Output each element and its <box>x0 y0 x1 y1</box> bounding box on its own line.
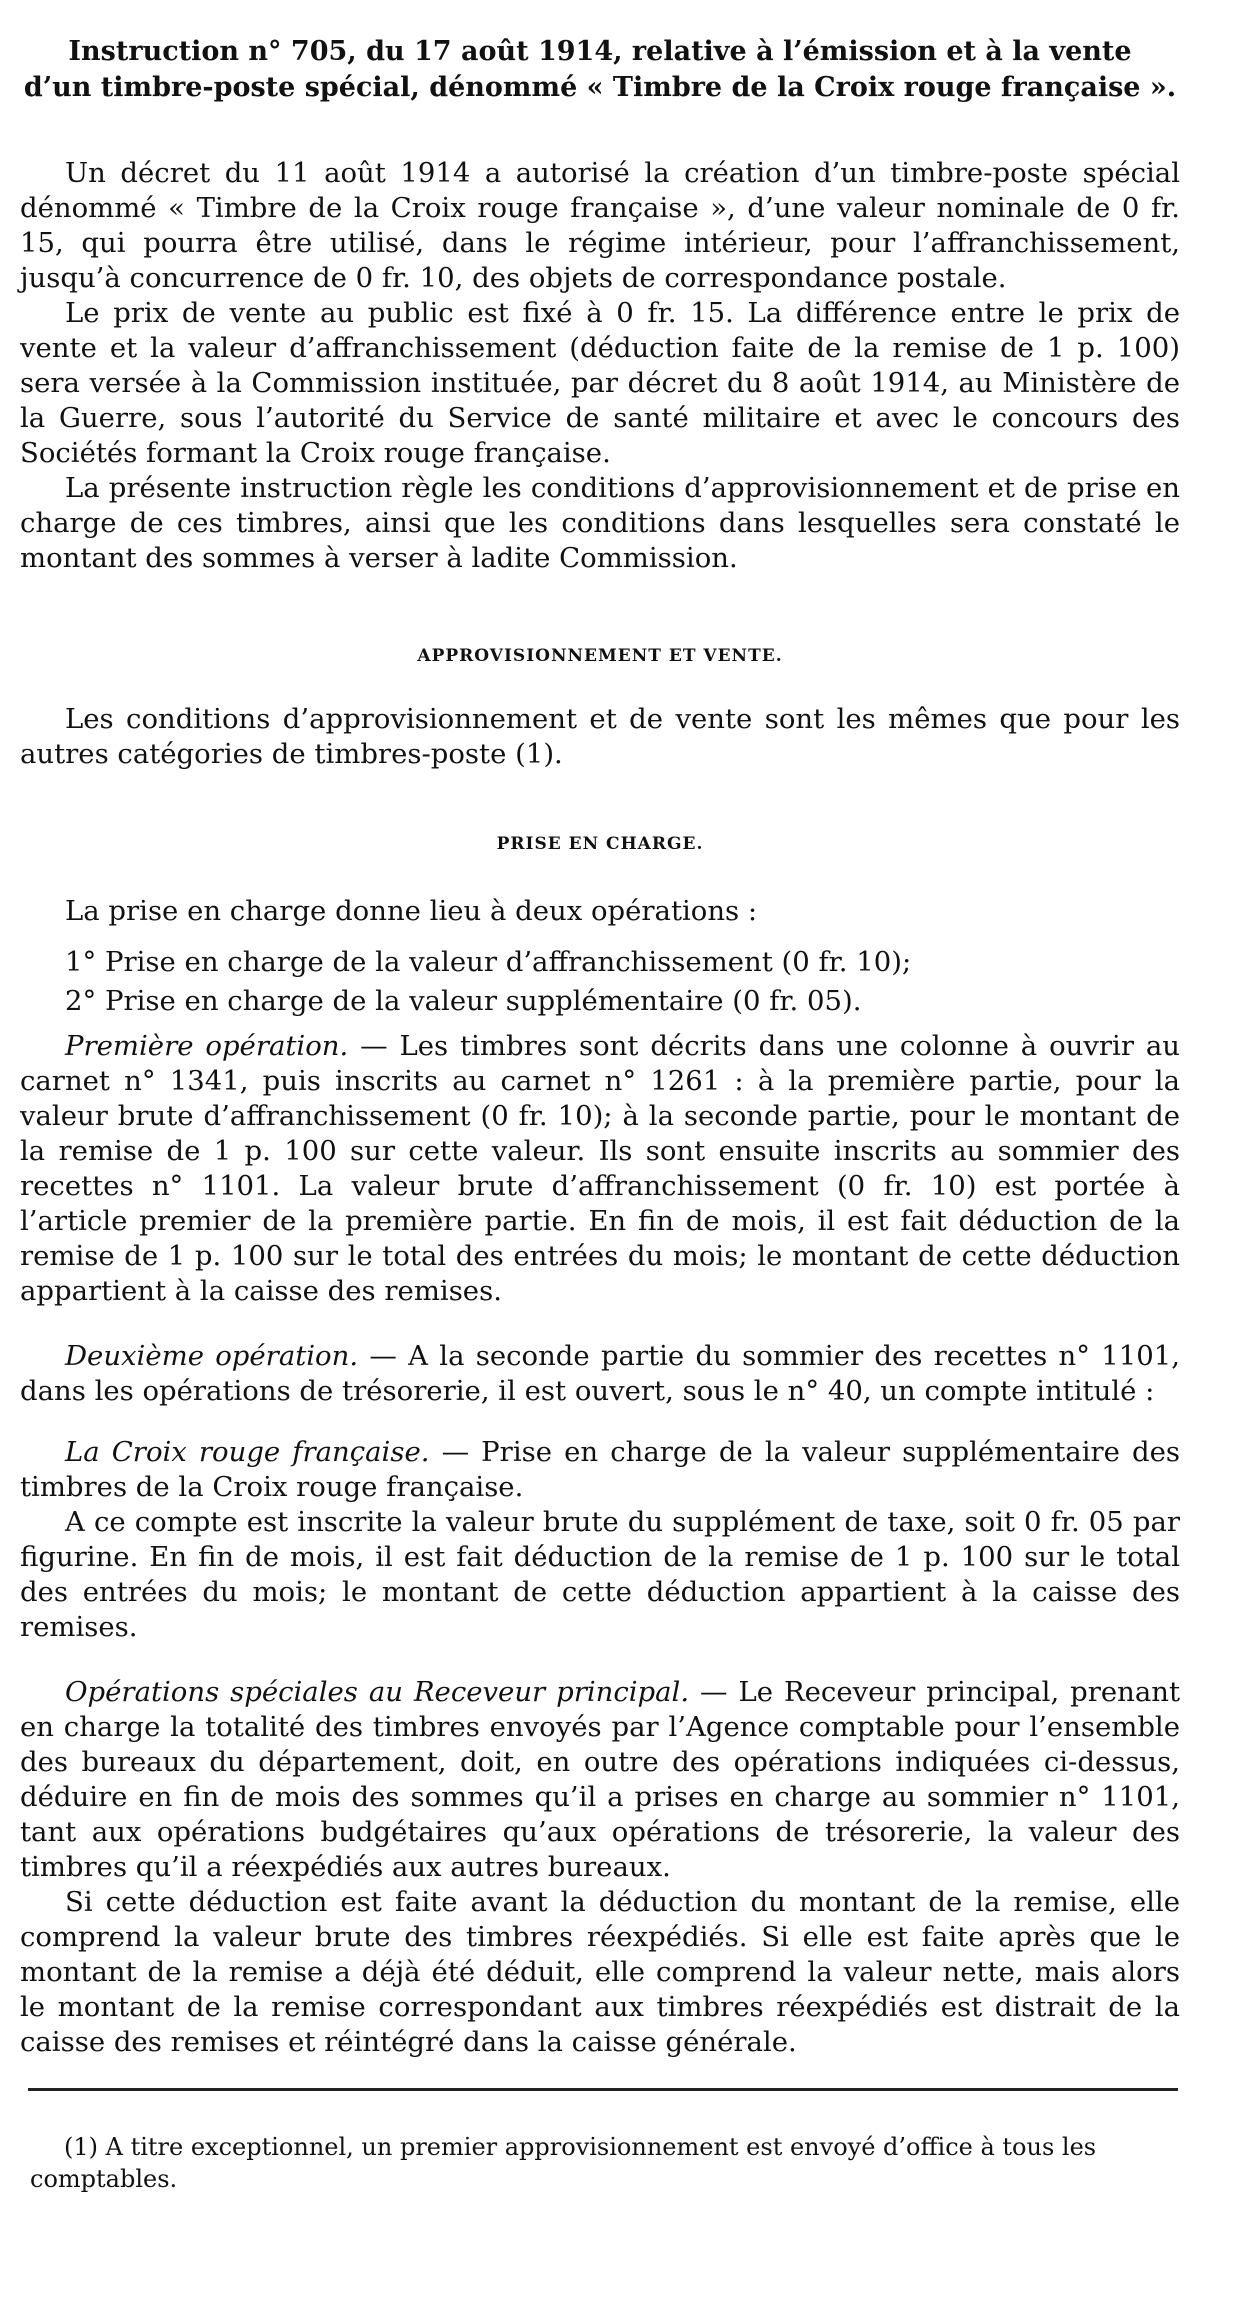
intro-paragraph-1: Un décret du 11 août 1914 a autorisé la création d’un timbre-poste spécial dénommé « Timbre de la Croix rouge française », d’une valeur nominale de 0 fr. 15, qui pourra être utilisé, dans le régime intérieur, pour l’affranchissement, jusqu’à concurrence de 0 fr. 10, des objets de correspondance postale. <box>20 157 1180 294</box>
charge-item-1: 1° Prise en charge de la valeur d’affranchissement (0 fr. 10); <box>65 946 912 978</box>
account-paragraph-2: A ce compte est inscrite la valeur brute du supplément de taxe, soit 0 fr. 05 par figurine. En fin de mois, il est fait déduction de la remise de 1 p. 100 sur le total des entrées du mois; le montant de cette déduction appartient à la caisse des remises. <box>20 1506 1180 1643</box>
special-operations-paragraph <box>20 1675 1180 1885</box>
first-operation-text: — Les timbres sont décrits dans une colonne à ouvrir au carnet n° 1341, puis inscrits au carnet n° 1261 : à la première partie, pour la valeur brute d’affranchissement (0 fr. 10); à la seconde partie, pour le montant de la remise de 1 p. 100 sur cette valeur. Ils sont ensuite inscrits au sommier des recettes n° 1101. La valeur brute d’affranchissement (0 fr. 10) est portée à l’article premier de la première partie. En fin de mois, il est fait déduction de la remise de 1 p. 100 sur le total des entrées du mois; le montant de cette déduction appartient à la caisse des remises. <box>20 1030 1180 1307</box>
special-operations-text: — Le Receveur principal, prenant en charge la totalité des timbres envoyés par l’Agence comptable pour l’ensemble des bureaux du département, doit, en outre des opérations indiquées ci-dessus, déduire en fin de mois des sommes qu’il a prises en charge au sommier n° 1101, tant aux opérations budgétaires qu’aux opérations de trésorerie, la valeur des timbres qu’il a réexpédiés aux autres bureaux. <box>20 1676 1181 1883</box>
first-operation-paragraph <box>20 1029 1180 1309</box>
intro-paragraph-2: Le prix de vente au public est fixé à 0 fr. 15. La différence entre le prix de vente et la valeur d’affranchissement (déduction faite de la remise de 1 p. 100) sera versée à la Commission instituée, par décret du 8 août 1914, au Ministère de la Guerre, sous l’autorité du Service de santé militaire et avec le concours des Sociétés formant la Croix rouge française. <box>20 297 1180 469</box>
title-line-1: Instruction n° 705, du 17 août 1914, relative à l’émission et à la vente <box>68 36 1132 67</box>
account-text: — Prise en charge de la valeur supplémentaire des timbres de la Croix rouge française. <box>20 1436 1181 1503</box>
section-heading-charge: PRISE EN CHARGE. <box>496 834 704 854</box>
second-operation-heading: Deuxième opération. <box>65 1340 359 1372</box>
special-operations-paragraph-2: Si cette déduction est faite avant la déduction du montant de la remise, elle comprend la valeur brute des timbres réexpédiés. Si elle est faite après que le montant de la remise a déjà été déduit, elle comprend la valeur nette, mais alors le montant de la remise correspondant aux timbres réexpédiés est distrait de la caisse des remises et réintégré dans la caisse générale. <box>20 1886 1180 2058</box>
footnote: (1) A titre exceptionnel, un premier approvisionnement est envoyé d’office à tous les comptables. <box>30 2133 1097 2193</box>
section-heading-supply: APPROVISIONNEMENT ET VENTE. <box>417 646 783 666</box>
charge-lead: La prise en charge donne lieu à deux opérations : <box>65 895 758 927</box>
first-operation-heading: Première opération. <box>65 1030 349 1062</box>
title-line-2: d’un timbre-poste spécial, dénommé « Timbre de la Croix rouge française ». <box>23 72 1177 103</box>
account-heading: La Croix rouge française. <box>65 1436 430 1468</box>
account-paragraph <box>20 1435 1180 1505</box>
special-operations-heading: Opérations spéciales au Receveur principal. <box>65 1676 690 1708</box>
second-operation-text: — A la seconde partie du sommier des recettes n° 1101, dans les opérations de trésorerie, il est ouvert, sous le n° 40, un compte intitulé : <box>20 1340 1180 1407</box>
supply-paragraph: Les conditions d’approvisionnement et de vente sont les mêmes que pour les autres catégories de timbres-poste (1). <box>20 703 1180 770</box>
second-operation-paragraph <box>20 1339 1180 1409</box>
document-title <box>20 34 1180 106</box>
intro-paragraph-3: La présente instruction règle les conditions d’approvisionnement et de prise en charge de ces timbres, ainsi que les conditions dans lesquelles sera constaté le montant des sommes à verser à ladite Commission. <box>20 472 1180 574</box>
charge-item-2: 2° Prise en charge de la valeur supplémentaire (0 fr. 05). <box>65 985 862 1017</box>
footnote-divider <box>28 2088 1178 2091</box>
